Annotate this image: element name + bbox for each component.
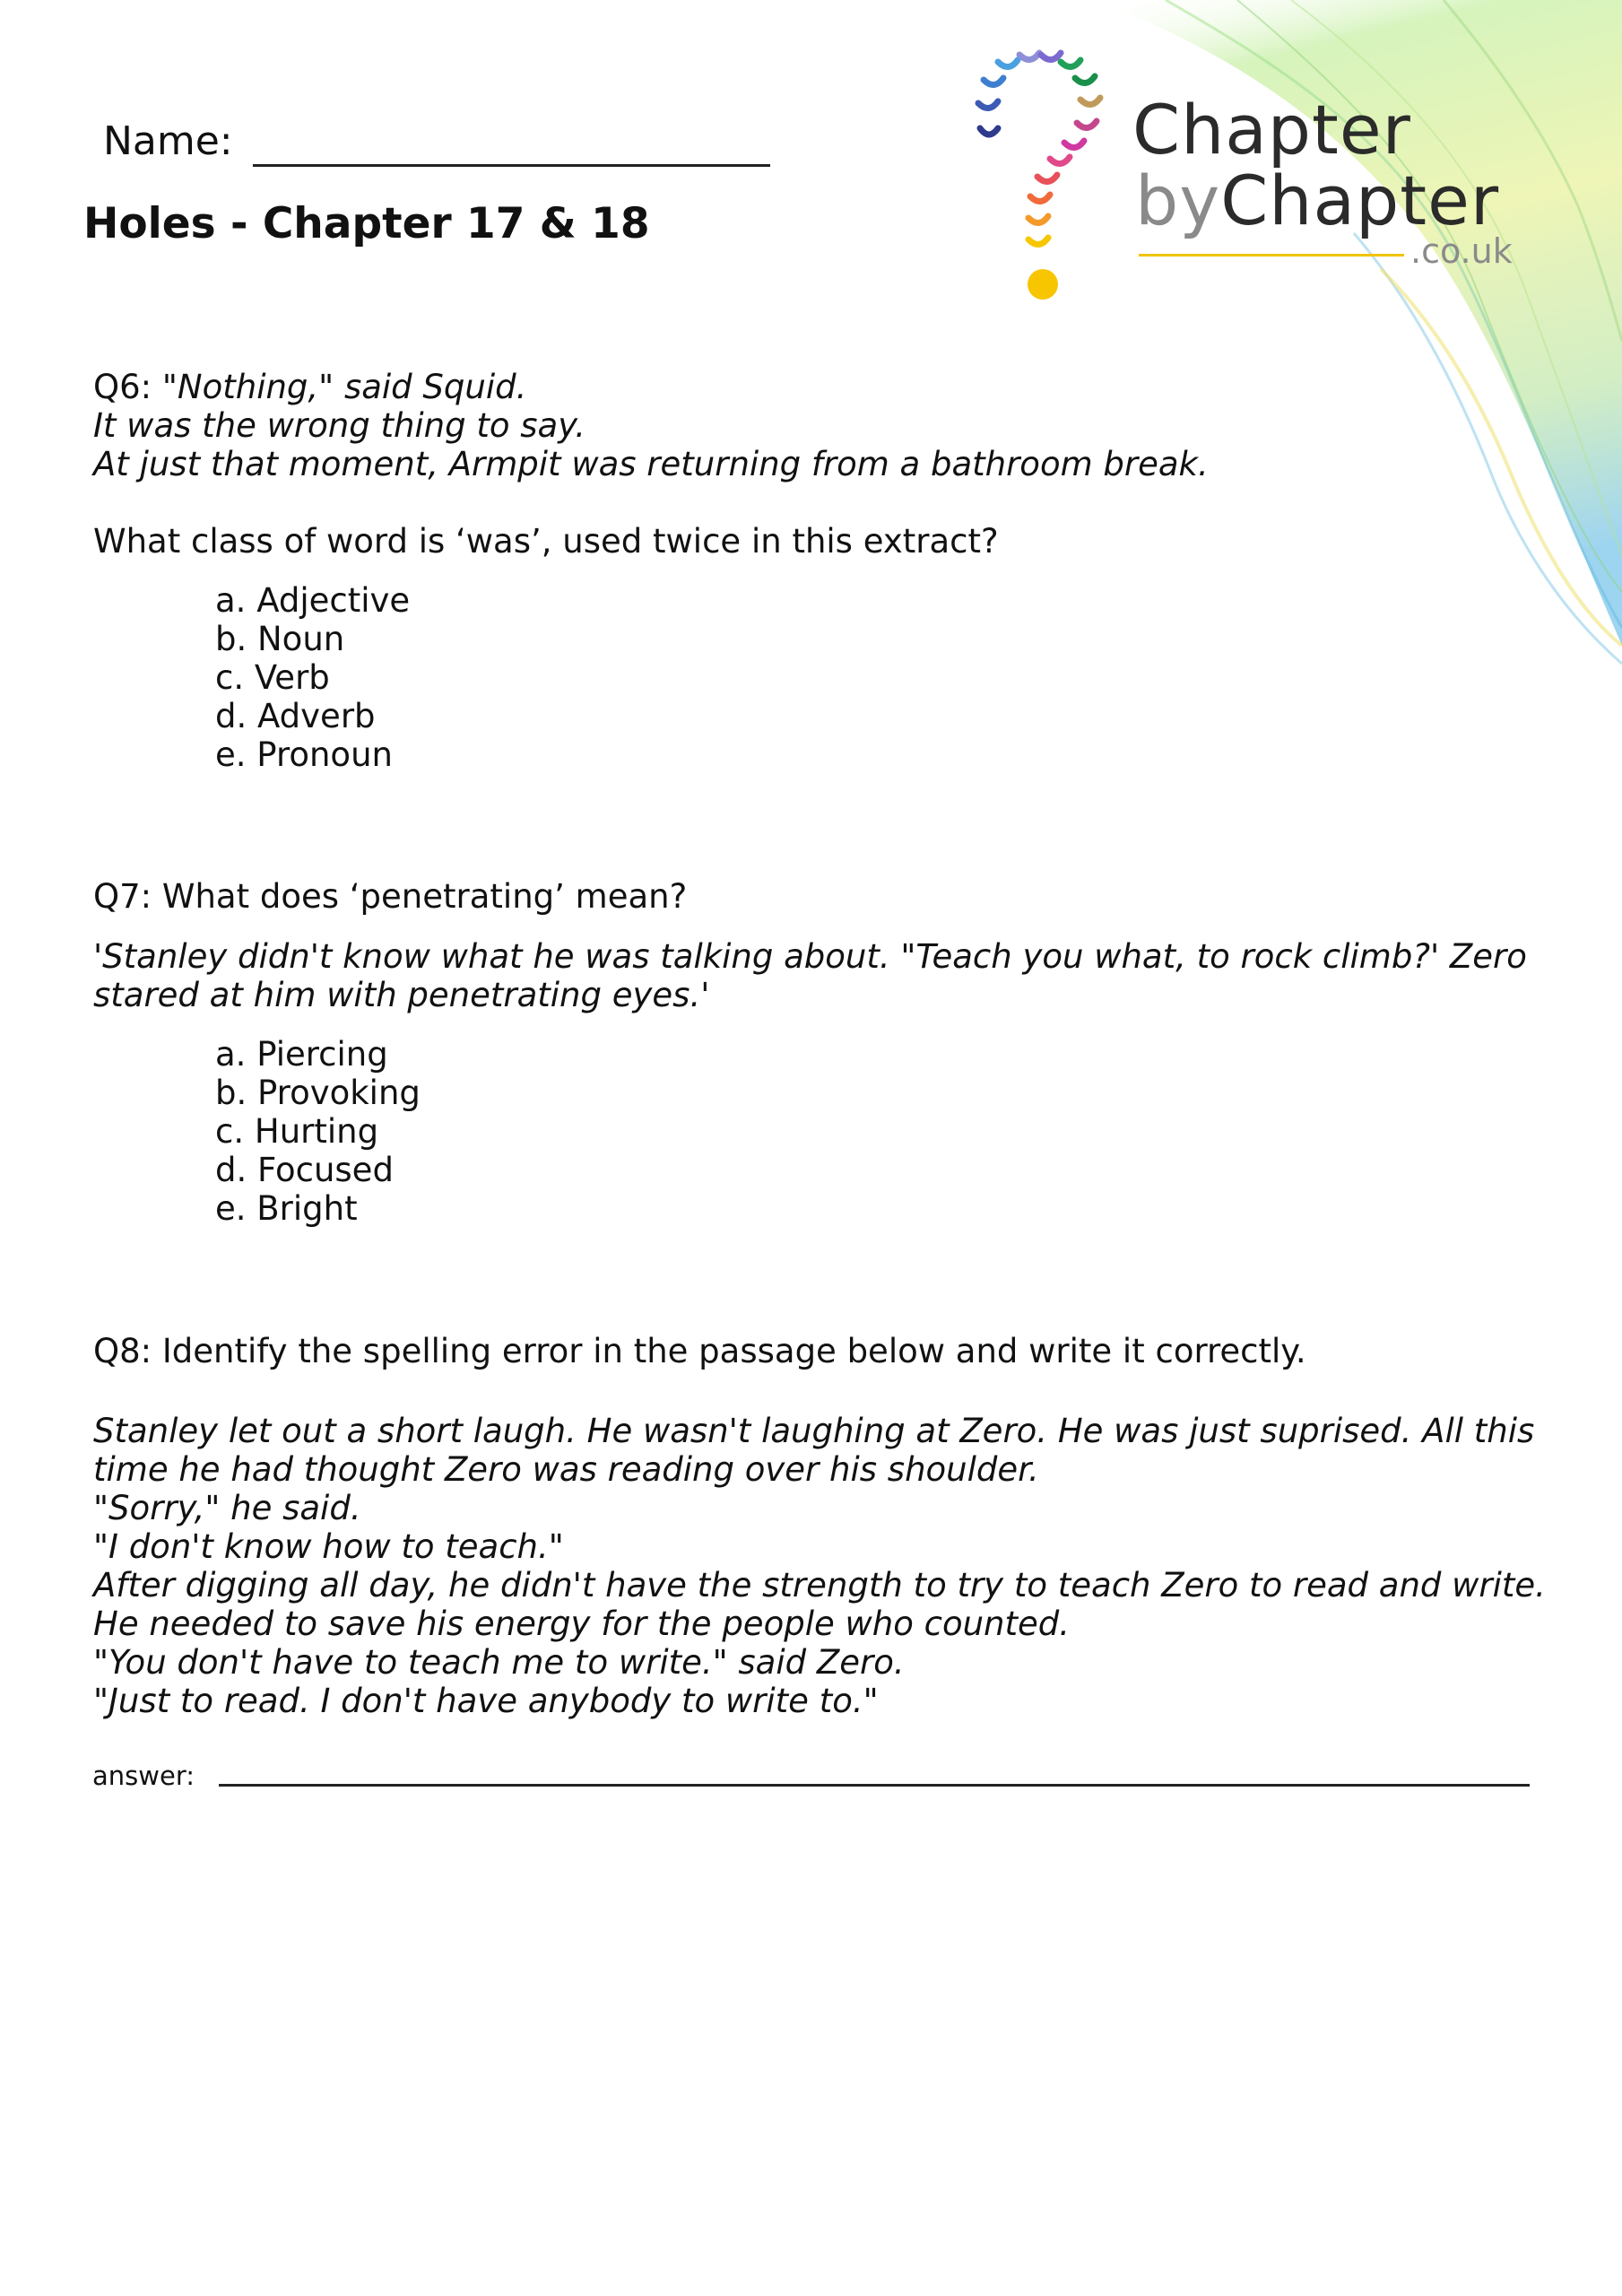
q6-question: What class of word is ‘was’, used twice in this extract? [93, 522, 999, 561]
name-label: Name: [103, 118, 233, 164]
q7-extract-line-1: 'Stanley didn't know what he was talking about. "Teach you what, to rock climb?' Zero [93, 937, 1527, 976]
answer-field-line[interactable] [219, 1784, 1530, 1787]
q8-passage-line-1: Stanley let out a short laugh. He wasn't laughing at Zero. He was just suprised. All this [93, 1412, 1535, 1450]
q6-extract-line-1 [93, 368, 526, 406]
name-field-line[interactable] [253, 164, 770, 167]
q6-label: Q6: [93, 368, 152, 406]
q7-extract-line-2: stared at him with penetrating eyes.' [93, 976, 710, 1014]
q6-option-e[interactable]: e. Pronoun [215, 735, 393, 774]
q6-option-d[interactable]: d. Adverb [215, 697, 376, 735]
q6-extract-line-2: It was the wrong thing to say. [93, 406, 586, 445]
q7-option-a[interactable]: a. Piercing [215, 1035, 388, 1074]
q7-option-e[interactable]: e. Bright [215, 1189, 358, 1228]
q8-question: Q8: Identify the spelling error in the passage below and write it correctly. [93, 1332, 1306, 1370]
q6-extract-line-3: At just that moment, Armpit was returning from a bathroom break. [93, 445, 1209, 483]
q8-passage-line-5: After digging all day, he didn't have the strength to try to teach Zero to read and write. [93, 1566, 1546, 1605]
q8-passage-line-3: "Sorry," he said. [93, 1489, 361, 1527]
logo-question-mark-books-icon [964, 49, 1121, 309]
q6-option-c[interactable]: c. Verb [215, 658, 330, 697]
q8-passage-line-8: "Just to read. I don't have anybody to write to." [93, 1682, 879, 1720]
q8-passage-line-2: time he had thought Zero was reading over his shoulder. [93, 1450, 1039, 1489]
logo-wordmark-line2 [1135, 161, 1500, 240]
q8-passage-line-6: He needed to save his energy for the people who counted. [93, 1605, 1071, 1643]
logo-by-text: by [1135, 161, 1221, 240]
page-title: Holes - Chapter 17 & 18 [83, 199, 650, 248]
logo-underline [1139, 254, 1404, 257]
q7-option-c[interactable]: c. Hurting [215, 1112, 379, 1151]
q8-passage-line-4: "I don't know how to teach." [93, 1527, 564, 1566]
q7-option-d[interactable]: d. Focused [215, 1151, 394, 1189]
answer-label: answer: [92, 1761, 195, 1791]
q6-option-b[interactable]: b. Noun [215, 620, 345, 658]
logo-wordmark-line1: Chapter [1132, 90, 1411, 170]
logo-chapter-text: Chapter [1220, 161, 1500, 240]
logo-domain: .co.uk [1410, 231, 1513, 271]
q6-option-a[interactable]: a. Adjective [215, 581, 411, 620]
q7-question: Q7: What does ‘penetrating’ mean? [93, 877, 688, 916]
q8-passage-line-7: "You don't have to teach me to write." said Zero. [93, 1643, 905, 1682]
q7-option-b[interactable]: b. Provoking [215, 1074, 421, 1112]
q6-extract-quote: "Nothing," said Squid. [161, 368, 527, 406]
